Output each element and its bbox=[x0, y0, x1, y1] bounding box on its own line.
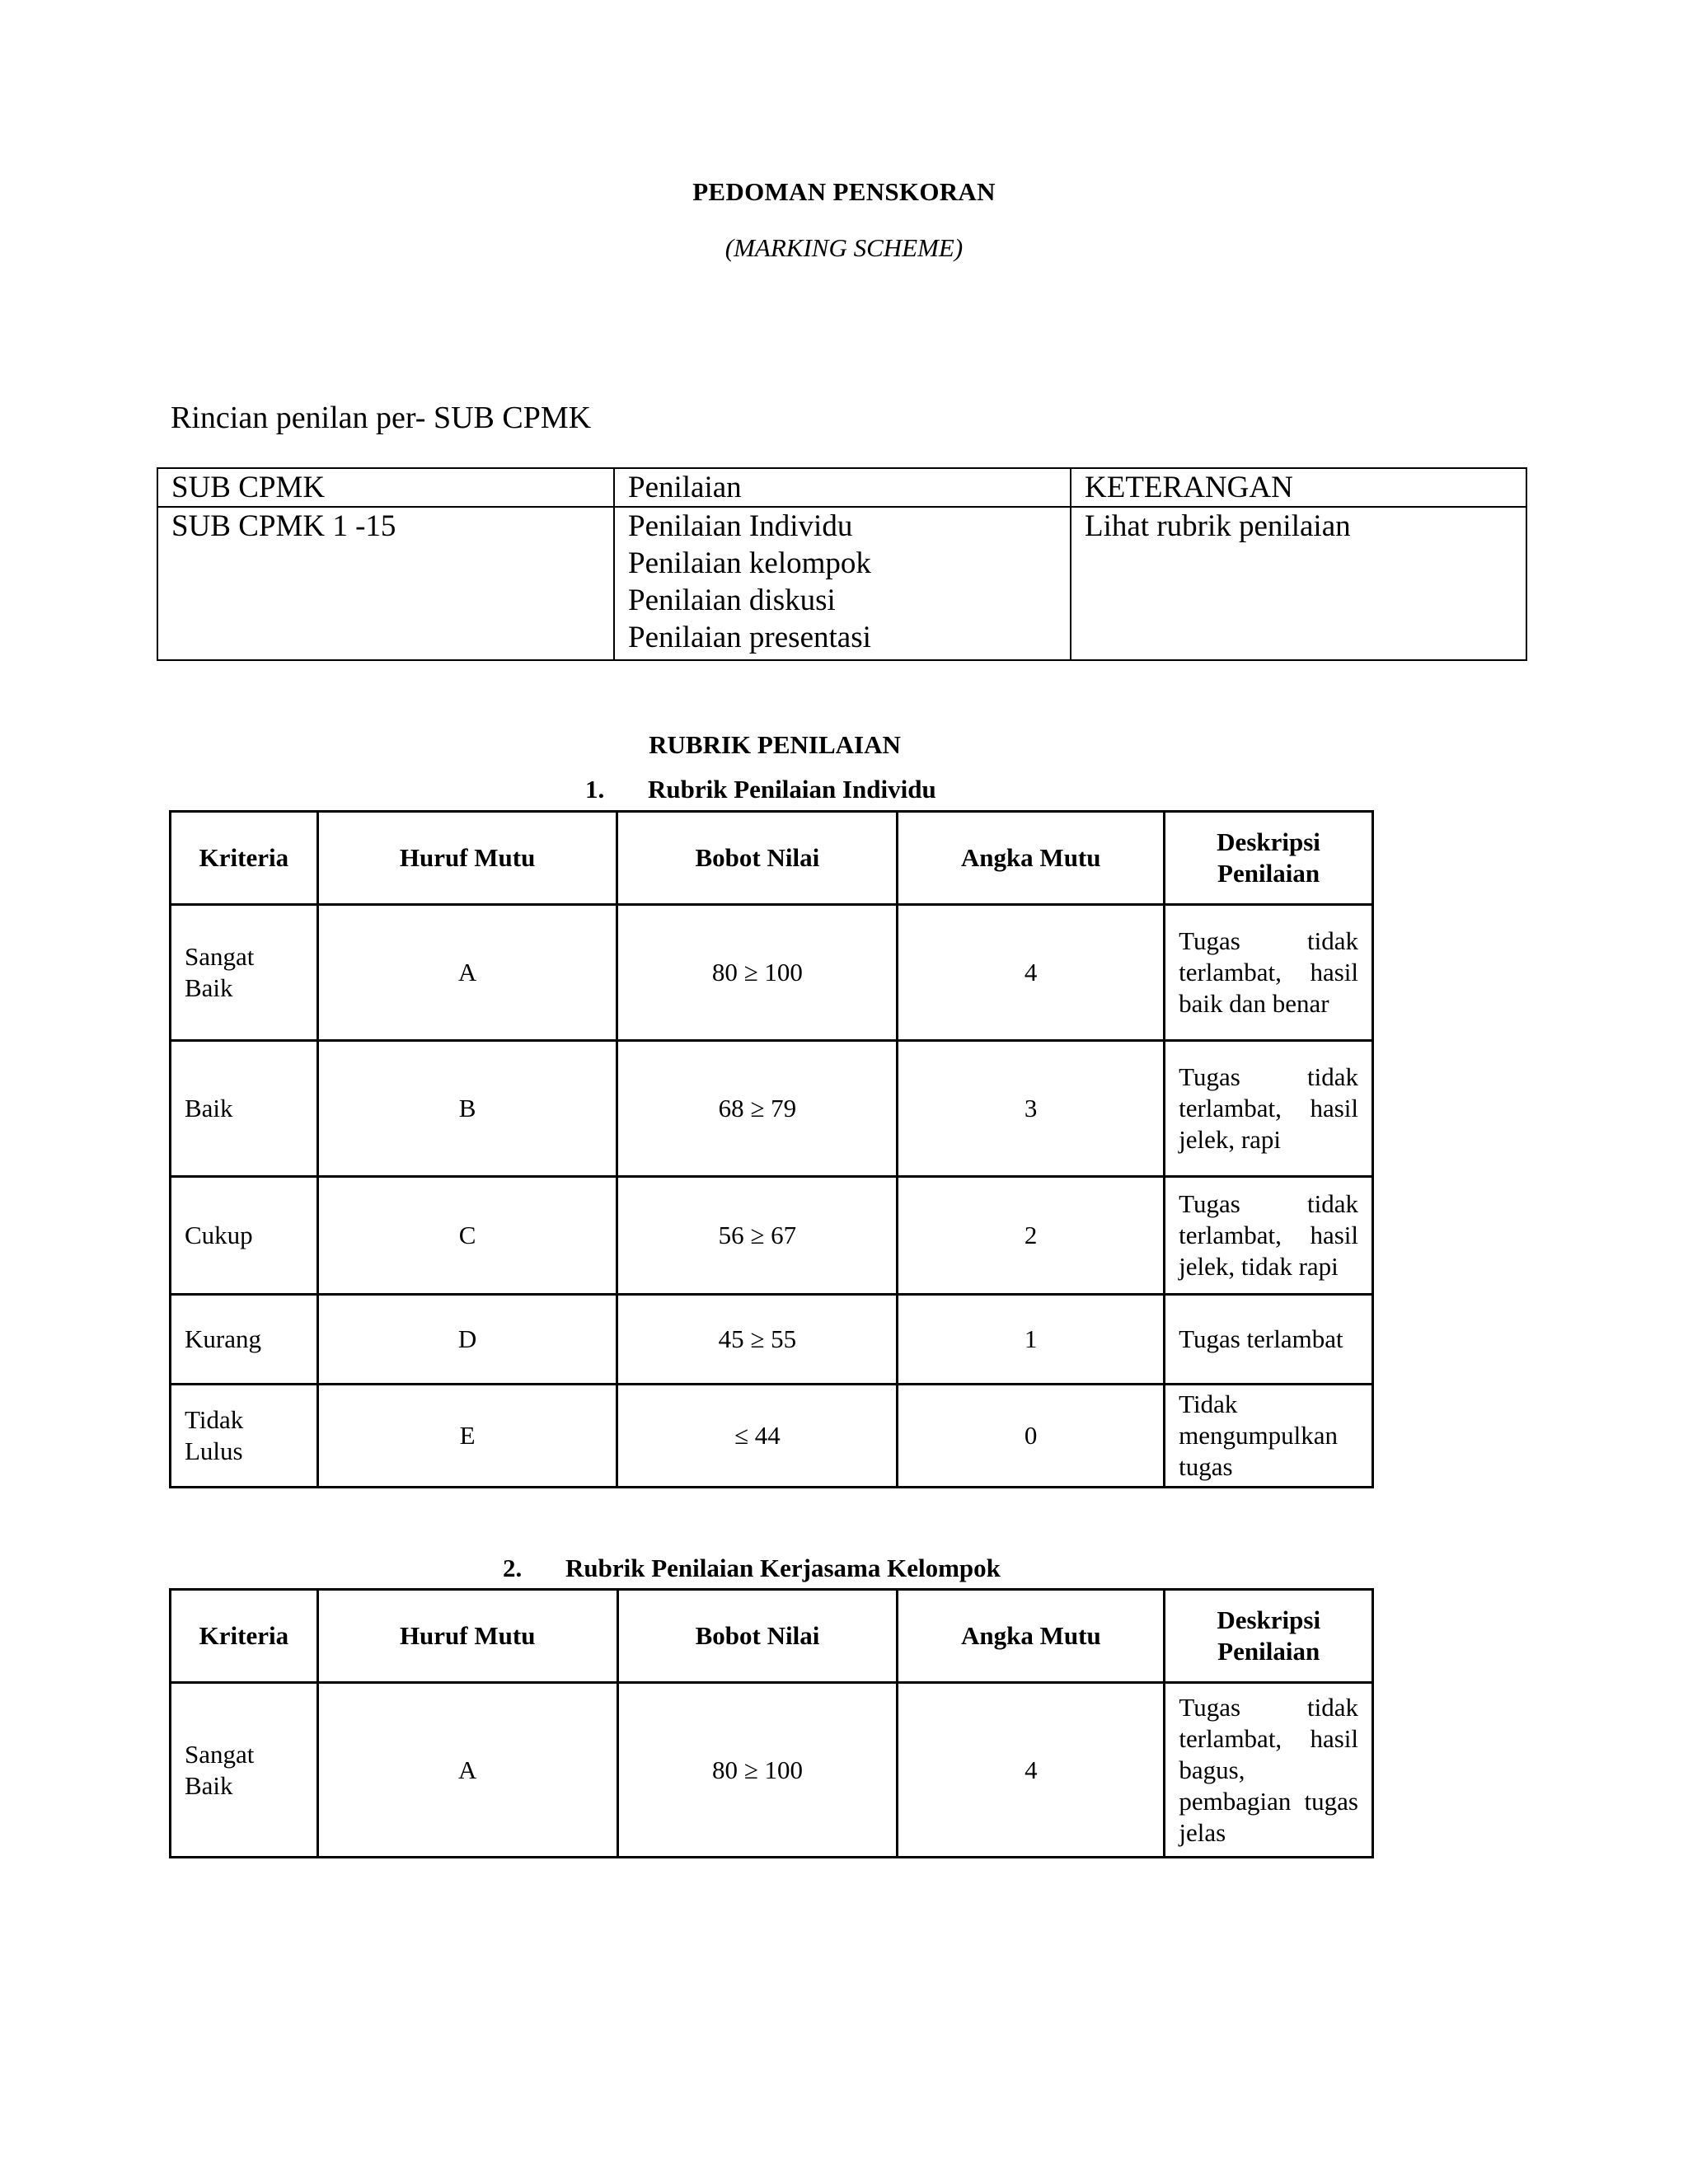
kriteria-line: Tidak bbox=[185, 1405, 244, 1434]
rubric-individu-table bbox=[169, 810, 1374, 1488]
kriteria-line: Cukup bbox=[185, 1221, 253, 1249]
document-title: PEDOMAN PENSKORAN bbox=[692, 177, 996, 206]
kriteria-cell bbox=[171, 1385, 318, 1488]
penilaian-item: Penilaian kelompok bbox=[628, 546, 871, 580]
bobot-nilai-cell: 80 ≥ 100 bbox=[617, 1683, 898, 1858]
kriteria-cell bbox=[171, 905, 318, 1041]
huruf-mutu-cell: A bbox=[317, 1683, 617, 1858]
rubric-individu-title: Rubrik Penilaian Individu bbox=[648, 775, 936, 804]
bobot-nilai-cell: 45 ≥ 55 bbox=[617, 1295, 898, 1385]
header-bobot-nilai: Bobot Nilai bbox=[617, 812, 898, 905]
header-deskripsi-line2: Penilaian bbox=[1217, 1637, 1320, 1666]
kriteria-line: Sangat bbox=[185, 942, 255, 971]
header-deskripsi-line1: Deskripsi bbox=[1217, 827, 1320, 856]
rubric-row bbox=[171, 1295, 1373, 1385]
angka-mutu-cell: 4 bbox=[898, 905, 1165, 1041]
rubric-individu-heading bbox=[585, 775, 936, 804]
header-angka-mutu: Angka Mutu bbox=[898, 1590, 1165, 1683]
huruf-mutu-cell: D bbox=[317, 1295, 617, 1385]
summary-keterangan-cell: Lihat rubrik penilaian bbox=[1071, 507, 1526, 660]
penilaian-item: Penilaian Individu bbox=[628, 509, 853, 543]
deskripsi-cell: Tugas tidak terlambat, hasil jelek, tidak rapi bbox=[1165, 1177, 1373, 1295]
angka-mutu-cell: 0 bbox=[898, 1385, 1165, 1488]
rubric-row bbox=[171, 1177, 1373, 1295]
kriteria-line: Sangat bbox=[185, 1739, 255, 1769]
rubric-header-row bbox=[171, 1590, 1373, 1683]
summary-row bbox=[157, 507, 1526, 660]
rubric-row bbox=[171, 905, 1373, 1041]
rubric-row bbox=[171, 1041, 1373, 1177]
bobot-nilai-cell: ≤ 44 bbox=[617, 1385, 898, 1488]
header-bobot-nilai: Bobot Nilai bbox=[617, 1590, 898, 1683]
angka-mutu-cell: 2 bbox=[898, 1177, 1165, 1295]
rubric-row bbox=[171, 1385, 1373, 1488]
summary-header-penilaian: Penilaian bbox=[614, 468, 1071, 507]
rubric-kelompok-table bbox=[169, 1588, 1374, 1858]
huruf-mutu-cell: C bbox=[317, 1177, 617, 1295]
deskripsi-cell: Tugas tidak terlambat, hasil bagus, pembagian tugas jelas bbox=[1165, 1683, 1373, 1858]
deskripsi-cell: Tidak mengumpulkan tugas bbox=[1165, 1385, 1373, 1488]
angka-mutu-cell: 1 bbox=[898, 1295, 1165, 1385]
penilaian-item: Penilaian diskusi bbox=[628, 583, 836, 617]
header-kriteria: Kriteria bbox=[171, 1590, 318, 1683]
angka-mutu-cell: 4 bbox=[898, 1683, 1165, 1858]
kriteria-cell bbox=[171, 1177, 318, 1295]
rubric-individu-number: 1. bbox=[585, 775, 605, 804]
huruf-mutu-cell: B bbox=[317, 1041, 617, 1177]
header-angka-mutu: Angka Mutu bbox=[898, 812, 1165, 905]
kriteria-line: Baik bbox=[185, 1770, 233, 1800]
huruf-mutu-cell: A bbox=[317, 905, 617, 1041]
summary-table bbox=[157, 467, 1527, 661]
bobot-nilai-cell: 68 ≥ 79 bbox=[617, 1041, 898, 1177]
header-deskripsi-line2: Penilaian bbox=[1217, 859, 1320, 888]
rubric-title: RUBRIK PENILAIAN bbox=[649, 730, 901, 759]
header-deskripsi-line1: Deskripsi bbox=[1217, 1605, 1321, 1634]
header-kriteria: Kriteria bbox=[171, 812, 318, 905]
kriteria-line: Kurang bbox=[185, 1324, 261, 1353]
summary-header-row bbox=[157, 468, 1526, 507]
rubric-kelompok-title: Rubrik Penilaian Kerjasama Kelompok bbox=[565, 1554, 1001, 1582]
angka-mutu-cell: 3 bbox=[898, 1041, 1165, 1177]
rubric-header-row bbox=[171, 812, 1373, 905]
rubric-row bbox=[171, 1683, 1373, 1858]
bobot-nilai-cell: 80 ≥ 100 bbox=[617, 905, 898, 1041]
deskripsi-cell: Tugas tidak terlambat, hasil jelek, rapi bbox=[1165, 1041, 1373, 1177]
rubric-kelompok-number: 2. bbox=[503, 1554, 523, 1582]
summary-penilaian-cell bbox=[614, 507, 1071, 660]
summary-header-sub-cpmk: SUB CPMK bbox=[157, 468, 614, 507]
penilaian-item: Penilaian presentasi bbox=[628, 621, 871, 654]
huruf-mutu-cell: E bbox=[317, 1385, 617, 1488]
summary-section-title: Rincian penilan per- SUB CPMK bbox=[171, 401, 592, 435]
header-deskripsi bbox=[1165, 1590, 1373, 1683]
deskripsi-cell: Tugas terlambat bbox=[1165, 1295, 1373, 1385]
kriteria-line: Baik bbox=[185, 973, 233, 1002]
rubric-kelompok-heading bbox=[503, 1554, 1001, 1583]
kriteria-cell bbox=[171, 1295, 318, 1385]
header-deskripsi bbox=[1165, 812, 1373, 905]
header-huruf-mutu: Huruf Mutu bbox=[317, 812, 617, 905]
document-subtitle: (MARKING SCHEME) bbox=[724, 233, 964, 262]
kriteria-cell bbox=[171, 1041, 318, 1177]
summary-sub-cpmk-cell: SUB CPMK 1 -15 bbox=[157, 507, 614, 660]
deskripsi-cell: Tugas tidak terlambat, hasil baik dan benar bbox=[1165, 905, 1373, 1041]
kriteria-cell bbox=[171, 1683, 318, 1858]
summary-header-keterangan: KETERANGAN bbox=[1071, 468, 1526, 507]
header-huruf-mutu: Huruf Mutu bbox=[317, 1590, 617, 1683]
kriteria-line: Baik bbox=[185, 1094, 233, 1122]
bobot-nilai-cell: 56 ≥ 67 bbox=[617, 1177, 898, 1295]
kriteria-line: Lulus bbox=[185, 1436, 243, 1465]
